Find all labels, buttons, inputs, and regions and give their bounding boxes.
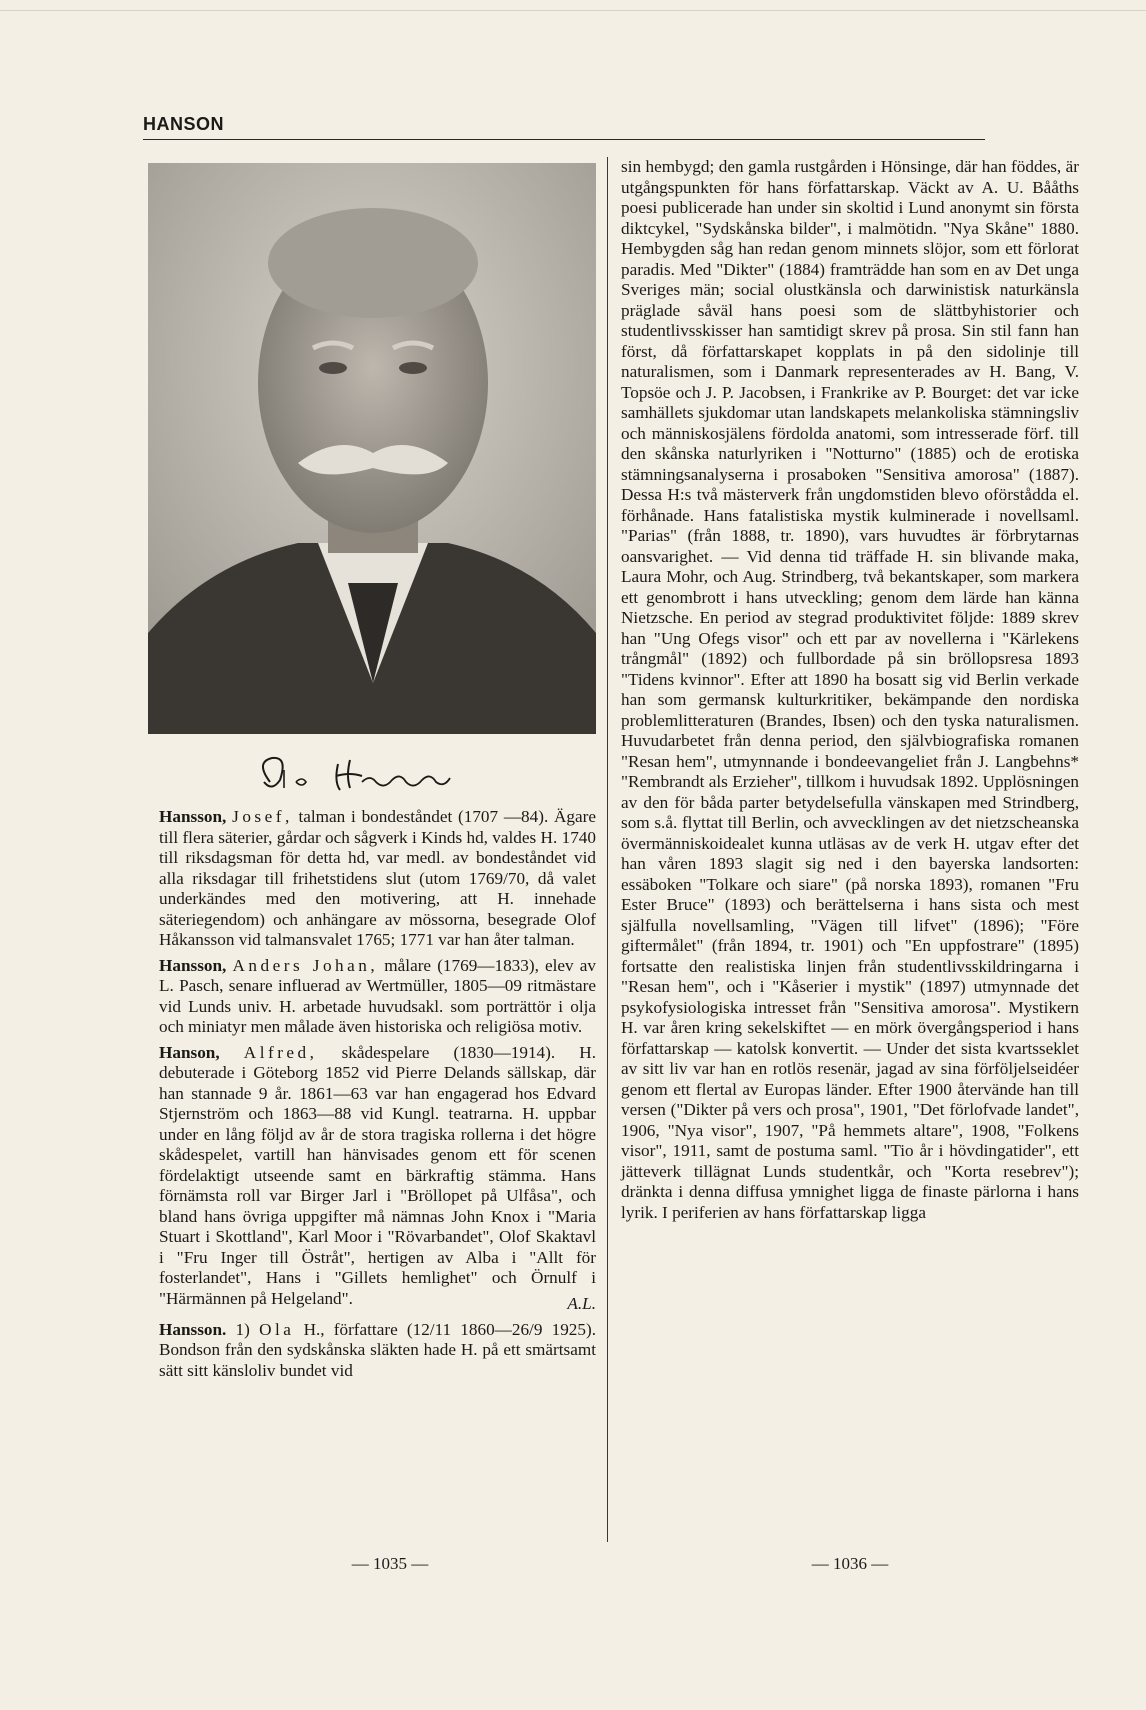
- left-column: [159, 807, 596, 1386]
- entry-ola: [159, 1320, 596, 1382]
- entry-text: skådespelare (1830—1914). H. debuterade i Göteborg 1852 vid Pierre Delands sällskap, där han stannade 9 år. 1861—63 var han engagerad hos Edvard Stjernström och 1863—88 vid Kungl. teatrarna. H. uppbar under en lång följd av år de stora tragiska rollerna i det högre skådespelet, vartill han hänvisades genom ett för scenen fördelaktigt utseende samt en bärkraftig stämma. Hans förnämsta roll var Birger Jarl i "Bröllopet på Ulfåsa", och bland hans övriga uppgifter må nämnas John Knox i "Maria Stuart i Skottland", Karl Moor i "Rövarbandet", Olof Skaktavl i "Fru Inger till Östråt", hertigen av Alba i "Allt för fosterlandet", Hans i "Gillets hemlighet" och Örnulf i "Härmännen på Helgeland".: [159, 1042, 596, 1308]
- entry-given-name: Josef,: [232, 807, 293, 826]
- entry-text: H., författare (12/11 1860—26/9 1925). Bondson från den sydskånska släkten hade H. på ett smärtsamt sätt sitt känsloliv bundet vid: [159, 1319, 596, 1380]
- header-rule: [143, 139, 985, 140]
- portrait-illustration: [148, 163, 596, 734]
- entry-given-name: Ola: [259, 1319, 295, 1339]
- signature-ola-hansson: [250, 752, 500, 796]
- entry-surname: Hansson.: [159, 1319, 227, 1339]
- entry-surname: Hansson,: [159, 807, 227, 826]
- entry-alfred: [159, 1043, 596, 1310]
- entry-surname: Hanson,: [159, 1042, 220, 1062]
- entry-josef: [159, 807, 596, 951]
- right-column: [621, 157, 1079, 1228]
- entry-given-name: Anders Johan,: [232, 955, 379, 975]
- page-number-right: — 1036 —: [811, 1554, 889, 1573]
- entry-given-name: Alfred,: [243, 1042, 318, 1062]
- entry-number: 1): [226, 1319, 260, 1339]
- entry-text: talman i bondeståndet (1707 —84). Ägare till flera säterier, gårdar och sågverk i Kinds hd, valdes H. 1740 till riksdagsman för detta hd, var medl. av bondeståndet vid alla riksdagar till frihetstidens slut (utom 1769/70, då valet underkändes med den motivering, att H. innehade säteriegendom) och anhängare av mössorna, besegrade Olof Håkansson vid talmansvalet 1765; 1771 var han åter talman.: [159, 807, 597, 949]
- entry-ola-continued: sin hembygd; den gamla rustgården i Hönsinge, där han föddes, är utgångspunkten för hans författarskap. Väckt av A. U. Bååths poesi publicerade han under sin skoltid i Lund anonymt sin första diktcykel, "Sydskånska bilder", i malmötidn. "Nya Skåne" 1880. Hembygden såg han redan genom minnets slöjor, som ett förlorat paradis. Med "Dikter" (1884) framträdde han som en av Det unga Sveriges män; social olustkänsla och darwinistisk naturkänsla präglade såväl hans poesi som de slättbyhistorier och studentlivsskisser han samtidigt skrev på prosa. Sin stil fann han först, då författarskapet kopplats in på den sidolinje till naturalismen, som i Danmark representerades av H. Bang, V. Topsöe och J. P. Jacobsen, i Frankrike av P. Bourget: det var icke samhällets sjukdomar utan landskapets melankoliska stämningsliv och människosjälens fördolda anatomi, som intresserade förf. till den skånska naturlyriken i "Notturno" (1885) och de erotiska stämningsanalyserna i prosaboken "Sensitiva amorosa" (1887). Dessa H:s två mästerverk från ungdomstiden blevo oförstådda el. förhånade. Hans fatalistiska mystik kulminerade i novellsaml. "Parias" (från 1888, tr. 1890), vars huvudtes är förbrytarnas oansvarighet. — Vid denna tid träffade H. sin blivande maka, Laura Mohr, och Aug. Strindberg, två bekantskaper, som markera ett genombrott i hans utveckling; genom dem lärde han känna Nietzsche. En period av stegrad produktivitet följde: 1889 skrev han "Ung Ofegs visor" och ett par av novellerna i "Kärlekens trångmål" (1892) och fullbordade på sin bröllopsresa 1893 "Tidens kvinnor". Efter att 1890 ha bosatt sig vid Berlin verkade han som germansk kulturkritiker, bekämpande den nordiska problemlitteraturen (Brandes, Ibsen) och den tyska naturalismen. Huvudarbetet från denna period, den självbiografiska romanen "Resan hem", utmynnande i bondeevangeliet från J. Langbehns* "Rembrandt als Erzieher", tillkom i huvudsak 1892. Upplösningen av den för båda parter betydelsefulla vänskapen med Strindberg, som s.å. flyttat till Berlin, och avvecklingen av det nietzscheanska övermänniskoidealet kunna utläsas av de verk H. utgav efter det han våren 1893 slagit sig ned i den bayerska landsorten: essäboken "Tolkare och siare" (på norska 1893), romanen "Fru Ester Bruce" (1893) och berättelserna i hans sista och mest själfulla novellsamling, "Vägen till lifvet" (1896); "Före giftermålet" (från 1894, tr. 1901) och "En uppfostrare" (1895) fortsatte den realistiska linjen från studentlivsskildringarna i "Resan hem", och i "Kåserier i mystik" (1897) utmynnade det psykofysiologiska intresset från "Sensitiva amorosa". Mystikern H. var åren kring sekelskiftet — en mörk övergångsperiod i hans författarskap — katolsk konvertit. — Under det sista kvartsseklet av sitt liv var han en rotlös resenär, jagad av sina förföljelseidéer genom ett flertal av Europas länder. Efter 1900 återvände han till versen ("Dikter på vers och prosa", 1901, "Det förlofvade landet", 1906, "Nya visor", 1907, "På hemmets altare", 1908, "Folkens visor", 1911, samt de postuma saml. "Tio år i hövdingatider", ett jätteverk tillägnat Lunds studentkår, och "Korta resebrev"); dränkta i denna diffusa ymnighet ligga de finaste pärlorna i hans lyrik. I periferien av hans författarskap ligga: [621, 157, 1079, 1222]
- entry-text: målare (1769—1833), elev av L. Pasch, senare influerad av Wertmüller, 1805—09 ritmästare vid Lunds univ. H. arbetade huvudsakl. som porträttör i olja och miniatyr men målade även historiska och religiösa motiv.: [159, 955, 596, 1036]
- scan-edge-line: [0, 10, 1146, 11]
- column-divider: [607, 157, 608, 1542]
- entry-anders: [159, 956, 596, 1038]
- entry-author-initials: A.L.: [567, 1294, 596, 1313]
- entry-surname: Hansson,: [159, 955, 227, 975]
- portrait-photo: [148, 163, 596, 734]
- page-header: HANSON: [143, 114, 225, 134]
- page-number-left: — 1035 —: [351, 1554, 429, 1573]
